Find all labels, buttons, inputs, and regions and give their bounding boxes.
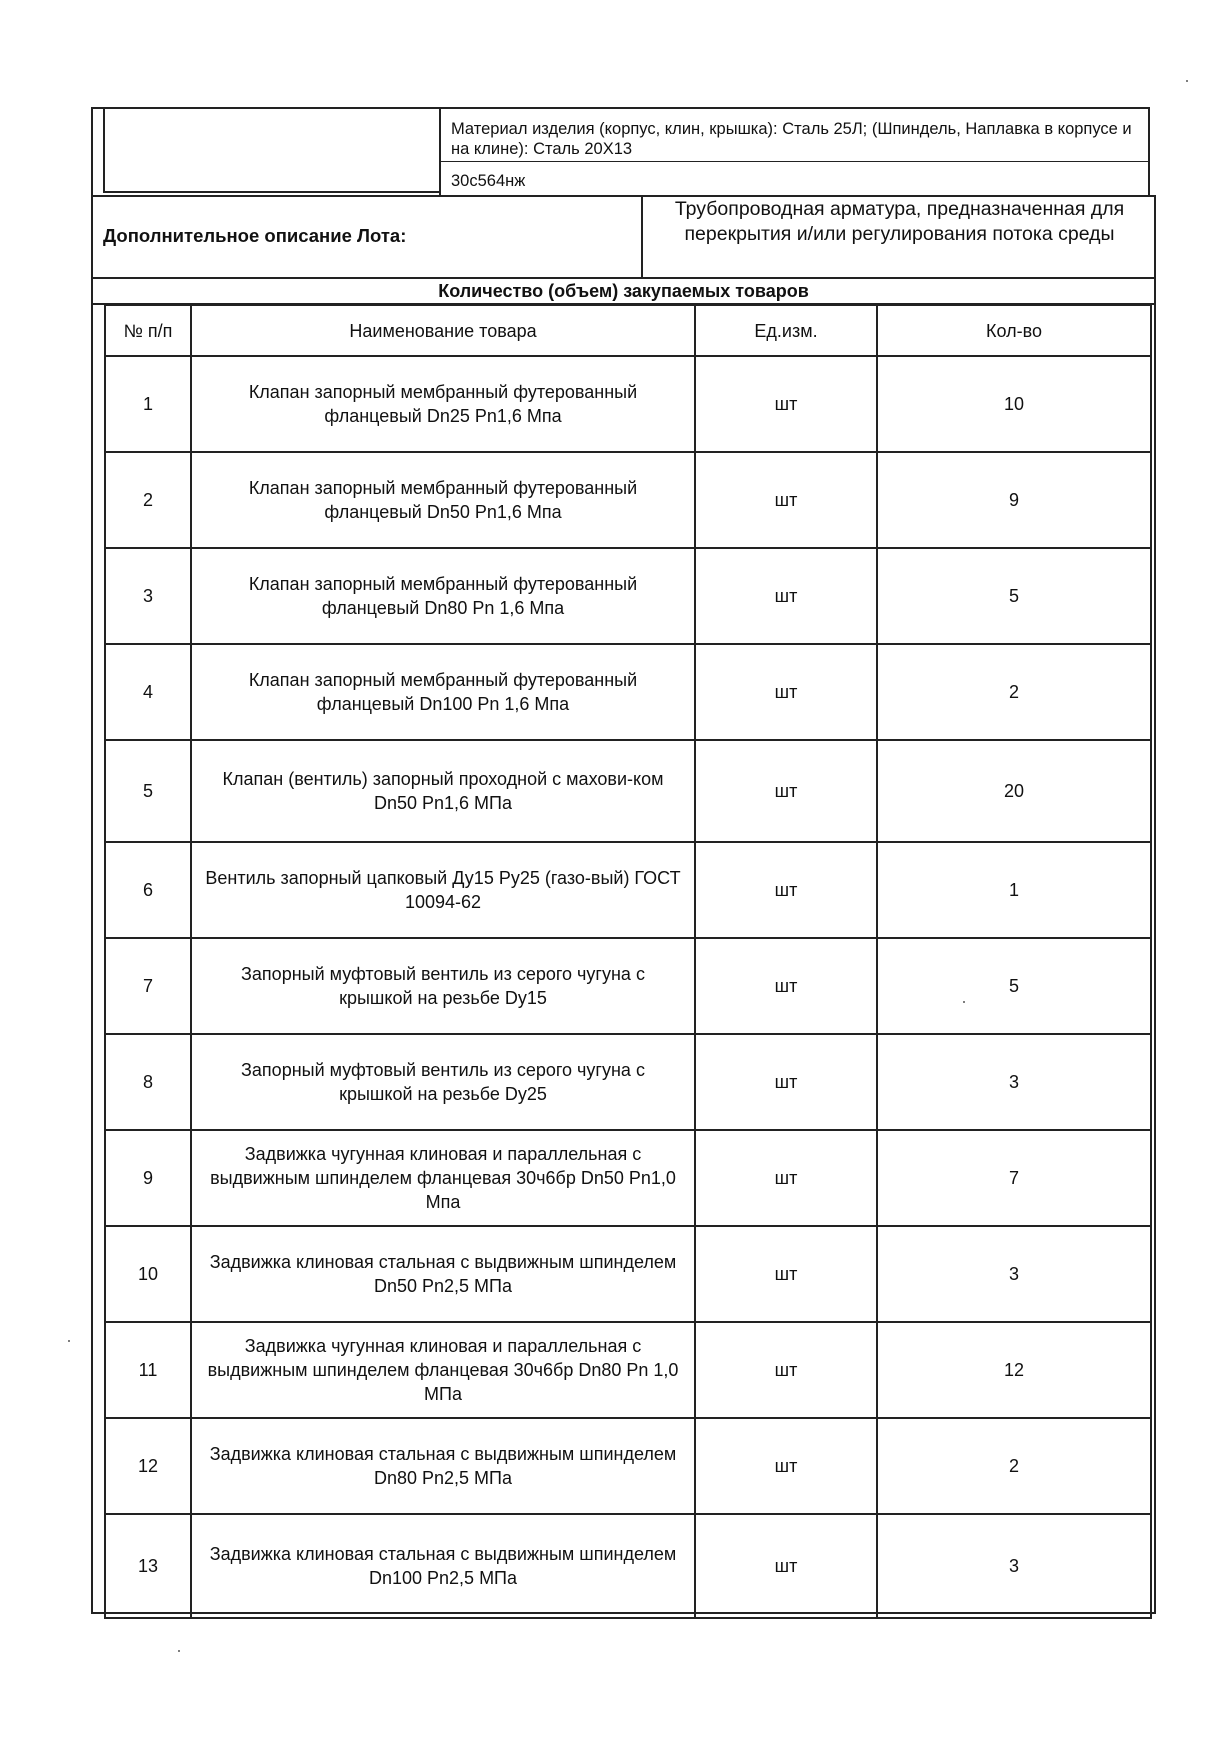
- table-row: [105, 1130, 1151, 1226]
- row-quantity: 1: [877, 842, 1151, 938]
- row-product-name: Запорный муфтовый вентиль из серого чугуна с крышкой на резьбе Dy25: [191, 1034, 695, 1130]
- row-quantity: 2: [877, 1418, 1151, 1514]
- row-product-name: Задвижка клиновая стальная с выдвижным шпинделем Dn50 Pn2,5 МПа: [191, 1226, 695, 1322]
- header-qty: Кол-во: [877, 305, 1151, 356]
- row-quantity: 20: [877, 740, 1151, 842]
- row-quantity: 3: [877, 1226, 1151, 1322]
- row-unit: шт: [695, 356, 877, 452]
- row-unit: шт: [695, 1226, 877, 1322]
- row-product-name: Задвижка клиновая стальная с выдвижным шпинделем Dn100 Pn2,5 МПа: [191, 1514, 695, 1618]
- table-row: [105, 1418, 1151, 1514]
- row-unit: шт: [695, 1418, 877, 1514]
- material-empty-cell: [103, 109, 439, 193]
- table-row: [105, 452, 1151, 548]
- row-product-name: Клапан запорный мембранный футерованный фланцевый Dn25 Pn1,6 Мпа: [191, 356, 695, 452]
- row-quantity: 5: [877, 548, 1151, 644]
- row-unit: шт: [695, 938, 877, 1034]
- quantity-section-title: Количество (объем) закупаемых товаров: [91, 277, 1156, 305]
- row-unit: шт: [695, 1034, 877, 1130]
- material-info-cell: [439, 109, 1148, 195]
- row-number: 4: [105, 644, 191, 740]
- material-description: Материал изделия (корпус, клин, крышка): Сталь 25Л; (Шпиндель, Наплавка в корпусе и на клине): Сталь 20Х13: [451, 120, 1132, 158]
- row-unit: шт: [695, 1130, 877, 1226]
- table-row: [105, 1034, 1151, 1130]
- row-quantity: 2: [877, 644, 1151, 740]
- row-product-name: Клапан запорный мембранный футерованный фланцевый Dn80 Pn 1,6 Мпа: [191, 548, 695, 644]
- material-divider: [441, 161, 1148, 162]
- row-unit: шт: [695, 548, 877, 644]
- row-product-name: Клапан запорный мембранный футерованный фланцевый Dn50 Pn1,6 Мпа: [191, 452, 695, 548]
- scan-speck: [178, 1650, 180, 1652]
- table-row: [105, 1226, 1151, 1322]
- row-product-name: Задвижка клиновая стальная с выдвижным шпинделем Dn80 Pn2,5 МПа: [191, 1418, 695, 1514]
- row-number: 12: [105, 1418, 191, 1514]
- material-box: [91, 107, 1150, 197]
- header-num: № п/п: [105, 305, 191, 356]
- row-quantity: 9: [877, 452, 1151, 548]
- row-number: 8: [105, 1034, 191, 1130]
- header-name: Наименование товара: [191, 305, 695, 356]
- row-product-name: Клапан (вентиль) запорный проходной с махови-ком Dn50 Pn1,6 МПа: [191, 740, 695, 842]
- row-unit: шт: [695, 452, 877, 548]
- row-unit: шт: [695, 740, 877, 842]
- scan-speck: [1186, 80, 1188, 82]
- table-row: [105, 1322, 1151, 1418]
- table-row: [105, 1514, 1151, 1618]
- row-number: 3: [105, 548, 191, 644]
- row-number: 2: [105, 452, 191, 548]
- row-unit: шт: [695, 1514, 877, 1618]
- table-row: [105, 842, 1151, 938]
- row-quantity: 3: [877, 1034, 1151, 1130]
- row-quantity: 3: [877, 1514, 1151, 1618]
- row-product-name: Задвижка чугунная клиновая и параллельная с выдвижным шпинделем фланцевая 30ч6бр Dn50 Pn1,0 Мпа: [191, 1130, 695, 1226]
- row-number: 10: [105, 1226, 191, 1322]
- scan-speck: [68, 1340, 70, 1342]
- header-unit: Ед.изм.: [695, 305, 877, 356]
- lot-description-box: [91, 195, 1156, 277]
- table-row: [105, 938, 1151, 1034]
- lot-description-value: Трубопроводная арматура, предназначенная для перекрытия и/или регулирования потока среды: [674, 198, 1125, 245]
- table-header-row: [105, 305, 1151, 356]
- row-number: 11: [105, 1322, 191, 1418]
- row-number: 1: [105, 356, 191, 452]
- row-number: 7: [105, 938, 191, 1034]
- table-row: [105, 356, 1151, 452]
- row-unit: шт: [695, 1322, 877, 1418]
- scan-speck: [963, 1001, 965, 1003]
- table-row: [105, 740, 1151, 842]
- row-quantity: 5: [877, 938, 1151, 1034]
- lot-description-cell: [641, 197, 1154, 277]
- table-row: [105, 548, 1151, 644]
- row-product-name: Вентиль запорный цапковый Ду15 Ру25 (газо-вый) ГОСТ 10094-62: [191, 842, 695, 938]
- row-number: 5: [105, 740, 191, 842]
- row-product-name: Задвижка чугунная клиновая и параллельная с выдвижным шпинделем фланцевая 30ч6бр Dn80 Pn 1,0 МПа: [191, 1322, 695, 1418]
- lot-description-label: Дополнительное описание Лота:: [103, 225, 407, 246]
- row-unit: шт: [695, 644, 877, 740]
- row-quantity: 7: [877, 1130, 1151, 1226]
- row-product-name: Запорный муфтовый вентиль из серого чугуна с крышкой на резьбе Dy15: [191, 938, 695, 1034]
- product-code: 30с564нж: [451, 172, 526, 190]
- row-product-name: Клапан запорный мембранный футерованный фланцевый Dn100 Pn 1,6 Мпа: [191, 644, 695, 740]
- table-row: [105, 644, 1151, 740]
- row-number: 9: [105, 1130, 191, 1226]
- row-unit: шт: [695, 842, 877, 938]
- items-table: [104, 304, 1152, 1619]
- row-number: 13: [105, 1514, 191, 1618]
- row-number: 6: [105, 842, 191, 938]
- row-quantity: 10: [877, 356, 1151, 452]
- row-quantity: 12: [877, 1322, 1151, 1418]
